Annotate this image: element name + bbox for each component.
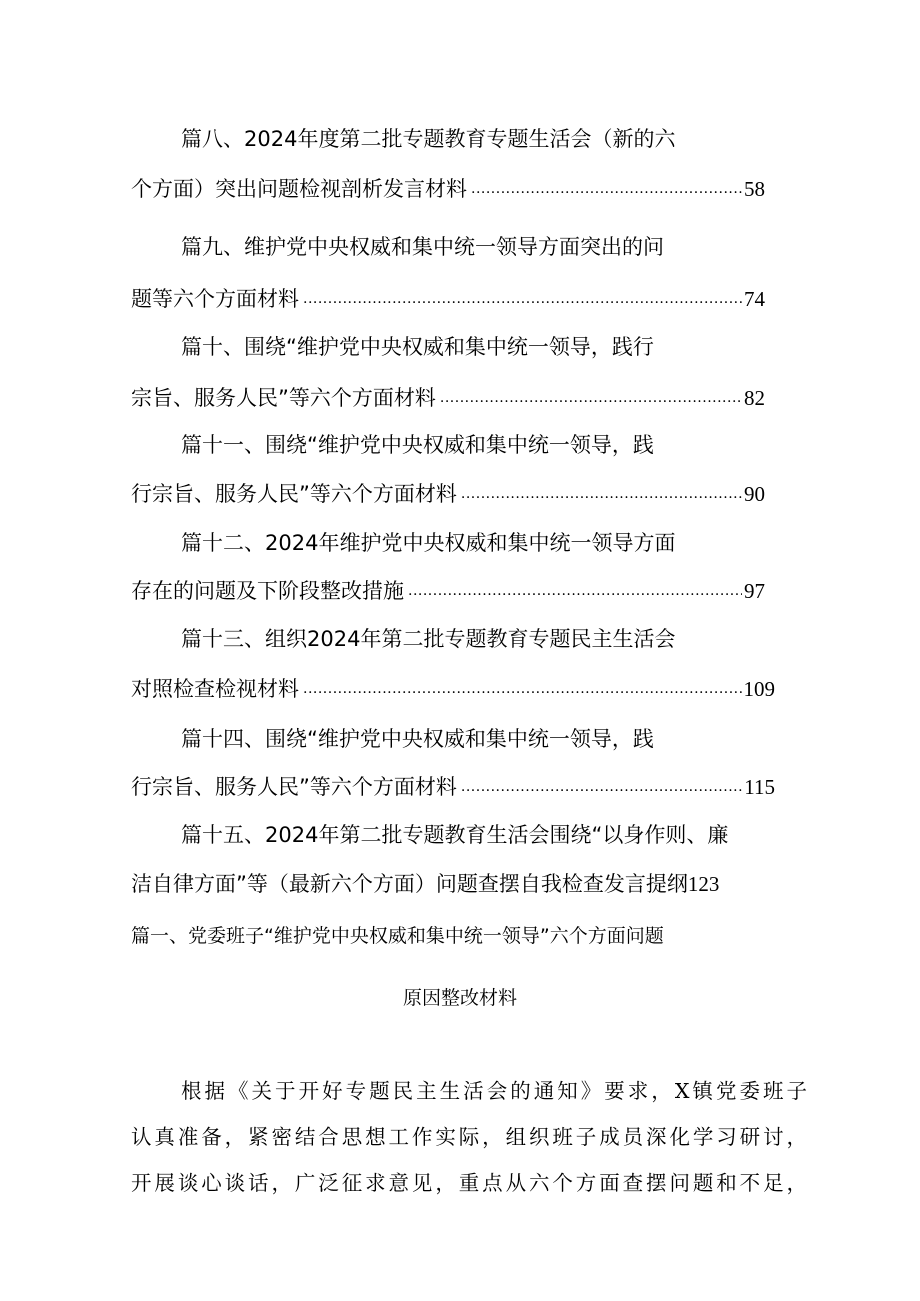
toc-entry-title-cont: 宗旨、服务人民”等六个方面材料 [131, 386, 436, 410]
toc-entry-line [131, 385, 765, 411]
toc-entry-title: 篇十四、围绕“维护党中央权威和集中统一领导，践 [181, 727, 654, 751]
toc-leader-dots [461, 777, 742, 797]
toc-page-number: 74 [744, 287, 765, 311]
toc-entry-line [131, 774, 775, 800]
toc-leader-dots [461, 484, 742, 504]
toc-page-number: 123 [687, 872, 720, 896]
article-title: 篇一、党委班子“维护党中央权威和集中统一领导”六个方面问题 [131, 925, 664, 947]
article-subtitle: 原因整改材料 [402, 987, 517, 1009]
toc-entry-title-cont: 行宗旨、服务人民”等六个方面材料 [131, 775, 457, 799]
toc-entry-line [131, 286, 765, 312]
toc-entry-title-cont: 个方面）突出问题检视剖析发言材料 [131, 177, 467, 201]
toc-entry-title: 篇九、维护党中央权威和集中统一领导方面突出的问 [181, 235, 664, 259]
toc-leader-dots [303, 679, 742, 699]
body-line: 根据《关于开好专题民主生活会的通知》要求，X镇党委班子 [181, 1079, 807, 1103]
toc-entry-line [131, 676, 775, 702]
toc-leader-dots [303, 289, 742, 309]
toc-entry-line [131, 176, 765, 202]
toc-page-number: 82 [744, 386, 765, 410]
toc-entry-line [131, 481, 765, 507]
toc-entry-title: 篇十、围绕“维护党中央权威和集中统一领导，践行 [181, 335, 654, 359]
toc-entry-title-cont: 存在的问题及下阶段整改措施 [131, 579, 404, 603]
toc-entry-title: 篇十二、2024年维护党中央权威和集中统一领导方面 [181, 531, 676, 555]
toc-entry-title-cont: 题等六个方面材料 [131, 287, 299, 311]
toc-entry-title: 篇八、2024年度第二批专题教育专题生活会（新的六 [181, 127, 676, 151]
toc-page-number: 58 [744, 177, 765, 201]
toc-entry-line [131, 578, 765, 604]
body-line: 开展谈心谈话，广泛征求意见，重点从六个方面查摆问题和不足， [131, 1171, 807, 1195]
toc-entry-title: 篇十五、2024年第二批专题教育生活会围绕“以身作则、廉 [181, 823, 729, 847]
toc-entry-title-cont: 洁自律方面”等（最新六个方面）问题查摆自我检查发言提纲 [131, 872, 688, 896]
toc-entry-title-cont: 对照检查检视材料 [131, 677, 299, 701]
toc-leader-dots [471, 179, 742, 199]
toc-page-number: 115 [744, 775, 775, 799]
toc-page-number: 97 [744, 579, 765, 603]
toc-page-number: 90 [744, 482, 765, 506]
toc-entry-line [131, 871, 807, 897]
toc-entry-title: 篇十一、围绕“维护党中央权威和集中统一领导，践 [181, 433, 654, 457]
toc-entry-title: 篇十三、组织2024年第二批专题教育专题民主生活会 [181, 627, 676, 651]
toc-entry-title-cont: 行宗旨、服务人民”等六个方面材料 [131, 482, 457, 506]
toc-leader-dots [440, 388, 742, 408]
body-line: 认真准备，紧密结合思想工作实际，组织班子成员深化学习研讨， [131, 1125, 807, 1149]
toc-page-number: 109 [743, 677, 775, 701]
toc-leader-dots [408, 581, 742, 601]
